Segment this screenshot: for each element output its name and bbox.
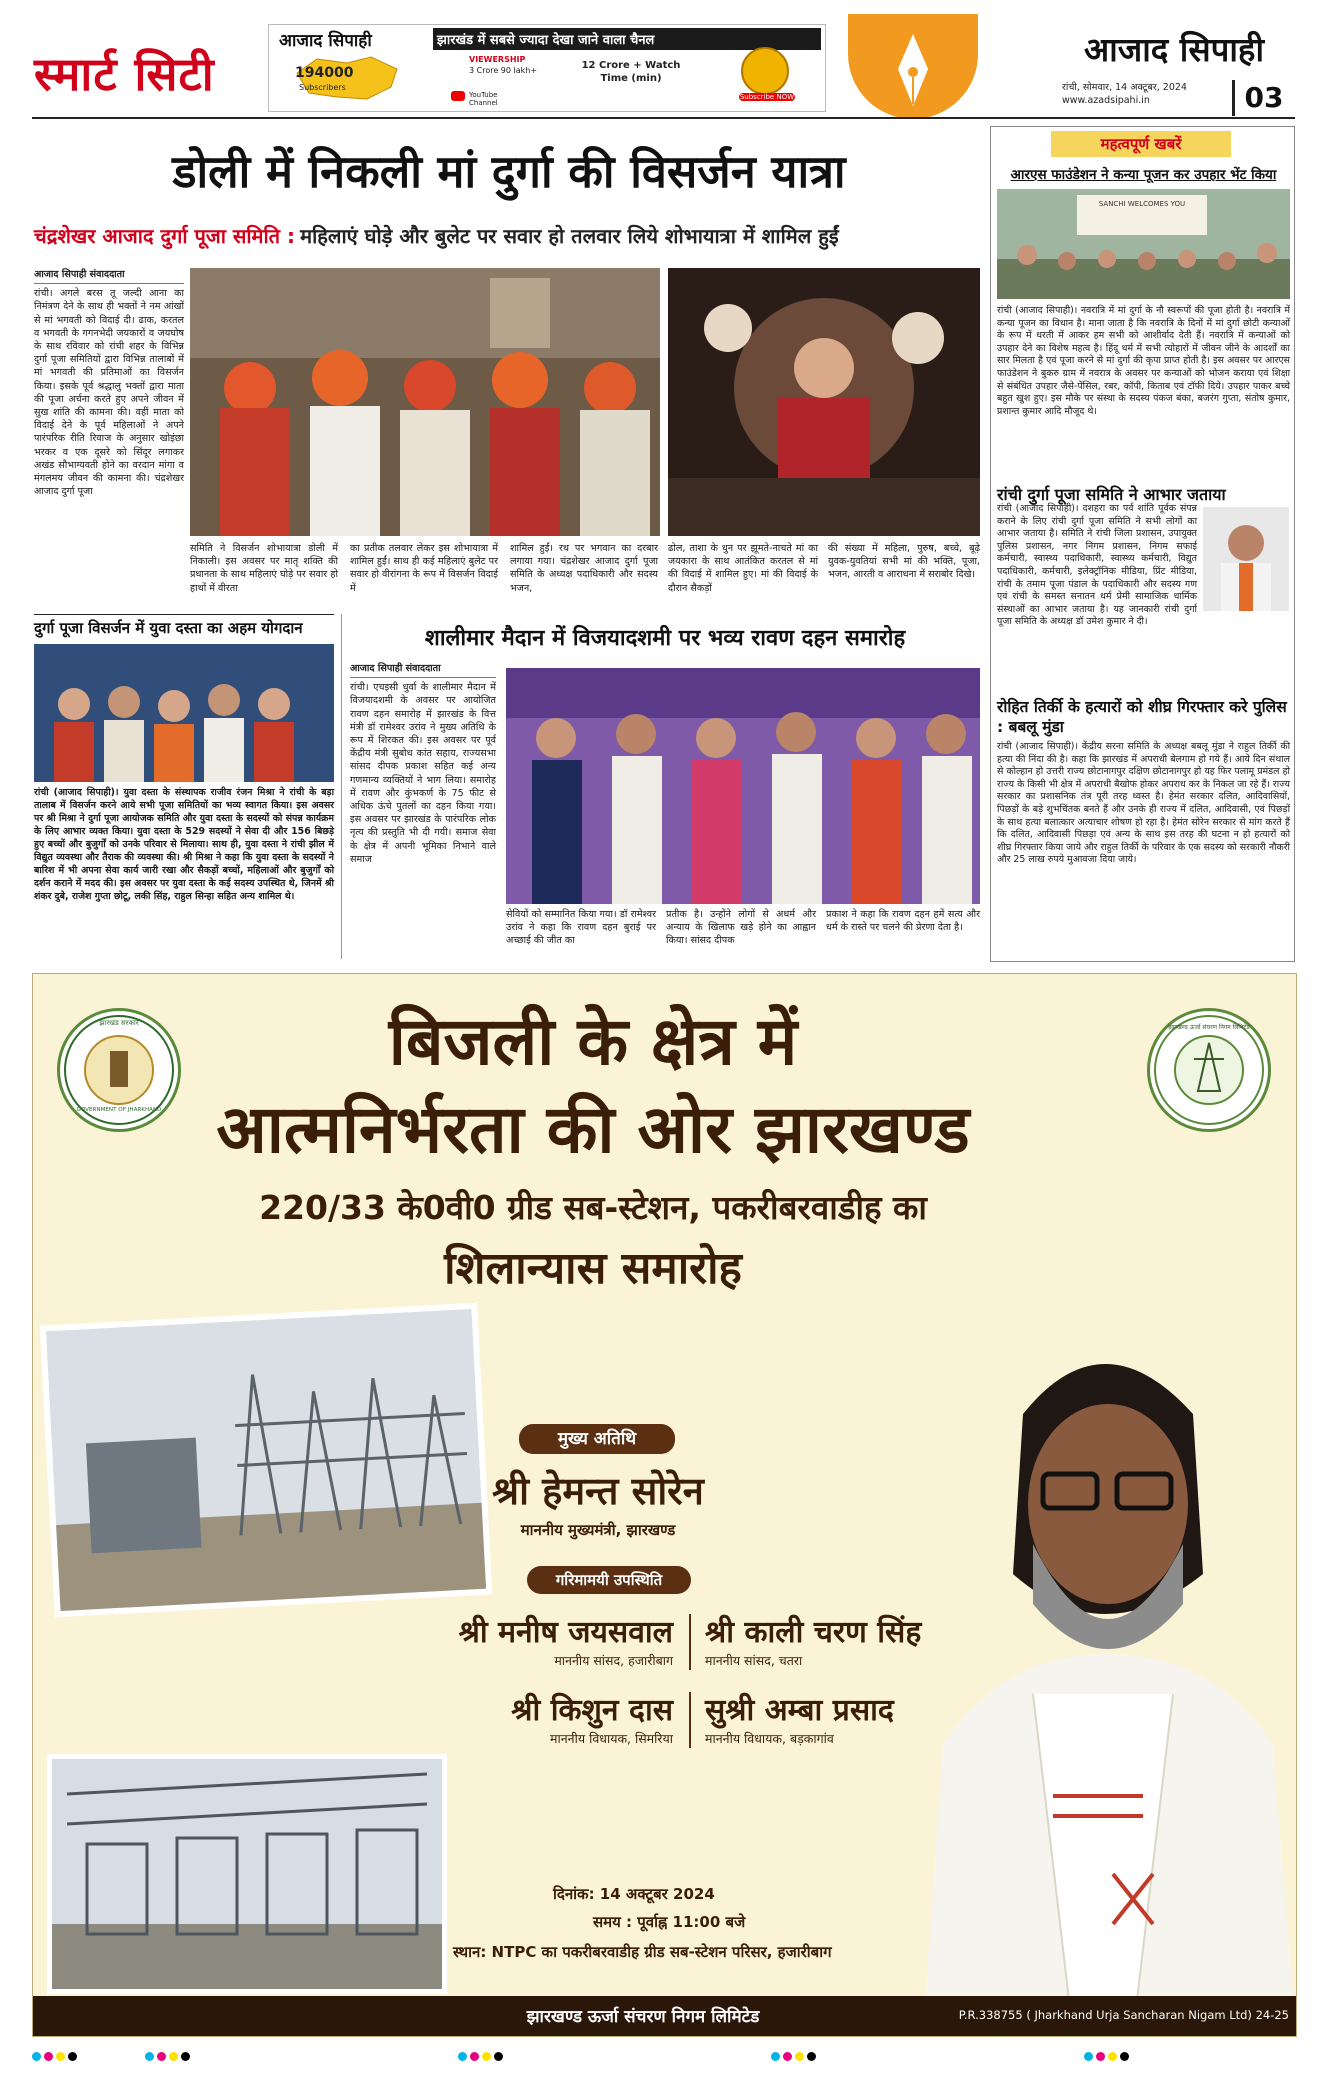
left-seal-top: झारखंड सरकार [99, 1019, 139, 1027]
sidebar-story3-text: रांची (आजाद सिपाही)। केंद्रीय सरना समिति के अध्यक्ष बबलू मुंडा ने राहुल तिर्की की हत्या की निंदा की है। कहा कि झारखंड में अपराधी बेलगाम हो गये हैं। आये दिन संथाल से कोल्हान हो उत्तरी राज्य छोटानागपुर दक्षिण छोटानागपुर हो यह फिर पलामू प्रमंडल हो राज्य के किसी भी क्षेत्र में अपराधी बैखोफ होकर अपराध कर के निकल जा रहे हैं। राज्य सरकार का प्रशासनिक तंत्र पूरी तरह ध्वस्त है। हेमंत सरकार दलित, आदिवासियों, पिछड़ों के बड़े शुभचिंतक बनते हैं और उनके ही राज्य में दलित, आदिवासी, एवं पिछड़ों के साथ हत्या बलात्कार अत्याचार शोषण हो रहा है। हेमंत सोरेन सरकार से मांग करते हैं कि दलित, आदिवासी पिछड़ा एवं अन्य के साथ इस तरह की घटना न हो हत्यारों को शीघ्र गिरफ्तार किया जाये और राहुल तिर्की के परिवार के एक सदस्य को सरकारी नौकरी और 25 लाख रुपये मुआवजा दिया जाये। [997, 741, 1290, 866]
ravan-col-4: प्रकाश ने कहा कि रावण दहन हमें सत्य और धर्म के रास्ते पर चलने की प्रेरणा देता है। [826, 909, 980, 934]
sidebar-header: महत्वपूर्ण खबरें [1051, 131, 1231, 157]
lead-photo-procession [190, 268, 660, 536]
guest-2-name: श्री काली चरण सिंह [705, 1615, 922, 1650]
ad-event-title: शिलान्यास समारोह [444, 1243, 742, 1294]
guests-label: गरिमामयी उपस्थिति [527, 1566, 691, 1594]
right-seal-top: झारखण्ड ऊर्जा संचरण निगम लिमिटेड [1168, 1024, 1250, 1031]
lead-col-1-text: रांची। अगले बरस तू जल्दी आना का निमंत्रण देने के साथ ही भक्तों ने नम आंखों से मां भगवती को विदाई दी। ढाक, करतल व भगवती के गगनभेदी जयकारों व जयघोष के साथ रविवार को रांची शहर के विभिन्न दुर्गा पूजा समितियों द्वारा विभिन्न तालाबों में मां भगवती की प्रतिमाओं का विसर्जन किया। इसके पूर्व श्रद्धालु भक्तों द्वारा माता की पूजा अर्चना करते हुए अपने जीवन में सुख शांति की कामना की। वहीं माता को विदाई देने के पूर्व महिलाओं ने अपने पारंपरिक रीति रिवाज के अनुसार खोइंछा भरकर व एक दूसरे को सिंदूर लगाकर अखंड सौभाग्यवती होने का वरदान मांगा व मंगलमय जीवन की कामना की। चंद्रशेखर आजाद दुर्गा पूजा [34, 288, 184, 498]
guest-4-title: माननीय विधायक, बड़कागांव [705, 1731, 834, 1746]
lead-kicker: चंद्रशेखर आजाद दुर्गा पूजा समिति : [34, 224, 296, 248]
right-jusnl-seal [1147, 1008, 1271, 1132]
sidebar-story1-banner-text: SANCHI WELCOMES YOU [1098, 200, 1186, 208]
ad-footer-pr: P.R.338755 ( Jharkhand Urja Sancharan Nigam Ltd) 24-25 [958, 2008, 1289, 2022]
lead-col-1 [34, 268, 184, 610]
chief-guest-title: माननीय मुख्यमंत्री, झारखण्ड [520, 1521, 676, 1539]
lead-headline: डोली में निकली मां दुर्गा की विसर्जन यात्रा [172, 145, 846, 198]
chief-minister-portrait [903, 1274, 1296, 2034]
promo-tagline: झारखंड में सबसे ज्यादा देखा जाने वाला चैनल [433, 28, 821, 50]
registration-marks [32, 2046, 1295, 2060]
guest-3-name: श्री किशुन दास [511, 1693, 673, 1728]
website: www.azadsipahi.in [1062, 95, 1150, 106]
sidebar-story1-headline: आरएस फाउंडेशन ने कन्या पूजन कर उपहार भेंट किया [1010, 167, 1277, 183]
lead-col-3: का प्रतीक तलवार लेकर इस शोभायात्रा में शामिल हुईं। साथ ही कई महिलाएं बुलेट पर सवार हो वीरांगना के रूप में विसर्जन विदाई में [350, 543, 498, 594]
youtube-promo-banner [268, 24, 826, 112]
ravan-byline: आजाद सिपाही संवाददाता [350, 662, 496, 678]
guest-1-name: श्री मनीष जयसवाल [458, 1615, 673, 1650]
ad-photo-substation-1 [40, 1303, 493, 1618]
subscribers-count: 194000 [295, 65, 354, 81]
sidebar [990, 126, 1295, 962]
event-venue: स्थान: NTPC का पकरीबरवाडीह ग्रीड सब-स्टेशन परिसर, हजारीबाग [453, 1943, 832, 1961]
ravan-col-3: प्रतीक है। उन्होंने लोगों से अधर्म और अन्याय के खिलाफ खड़े होने का आह्वान किया। सांसद दीपक [666, 909, 816, 947]
guest-1-title: माननीय सांसद, हजारीबाग [554, 1653, 673, 1668]
left-seal-label: GOVERNMENT OF JHARKHAND [76, 1107, 162, 1113]
youtube-label: YouTube Channel [469, 91, 498, 107]
ad-photo-substation-2 [47, 1754, 447, 1994]
paper-name: आजाद सिपाही [1084, 30, 1264, 69]
subscribe-label[interactable]: Subscribe NOW [739, 93, 795, 101]
guest-4-name: सुश्री अम्बा प्रसाद [705, 1693, 894, 1728]
ravan-col-2: सेवियों को सम्मानित किया गया। डॉ रामेश्वर उरांव ने कहा कि रावण दहन बुराई पर अच्छाई की जीत का [506, 909, 656, 947]
rank-badge-icon [741, 47, 789, 95]
lead-col-2: समिति ने विसर्जन शोभायात्रा डोली में निकाली। इस अवसर पर मातृ शक्ति की प्रधानता के साथ महिलाएं घोड़े पर सवार हो हाथों में वीरता [190, 543, 338, 594]
chief-guest-name: श्री हेमन्त सोरेन [492, 1468, 704, 1513]
sidebar-story1-photo [997, 189, 1290, 299]
chief-guest-label: मुख्य अतिथि [519, 1424, 675, 1454]
lead-byline: आजाद सिपाही संवाददाता [34, 268, 184, 284]
ad-headline-line1: बिजली के क्षेत्र में [388, 1002, 798, 1080]
sidebar-story2-portrait [1203, 507, 1289, 611]
lead-col-5: ढोल, ताशा के धुन पर झूमते-नाचते मां का जयकारा के साथ आतंकित करतल से मां की विदाई में शामिल हुए। मां की विदाई के दौरान सैकड़ों [668, 543, 818, 594]
event-time: समय : पूर्वाह्न 11:00 बजे [593, 1913, 746, 1931]
advertisement [32, 973, 1297, 2037]
viewership-value: 3 Crore 90 lakh+ [469, 66, 538, 75]
youth-text: रांची (आजाद सिपाही)। युवा दस्ता के संस्थापक राजीव रंजन मिश्रा ने रांची के बड़ा तालाब में विसर्जन करने आये सभी पूजा समितियों का भव्य स्वागत किया। इस अवसर पर श्री मिश्रा ने दुर्गा पूजा आयोजक समिति और युवा दस्ता के सदस्यों को संपन्न कार्यक्रम के लिए आभार व्यक्त किया। युवा दस्ता के 529 सदस्यों ने सेवा दी और 156 बिछड़े हुए बच्चों और बुजुर्गों को उनके परिवार से मिलाया। साथ ही, युवा दस्ता ने रांची झील में विद्युत व्यवस्था और तैराक की व्यवस्था की। श्री मिश्रा ने कहा कि युवा दस्ता के सदस्यों ने बारिश में भी अपना सेवा कार्य जारी रखा और सैकड़ों बच्चों, महिलाओं और बुजुर्गों को दर्शन कराने में मदद की। इस अवसर पर युवा दस्ता के कई सदस्य उपस्थित थे, जिनमें श्री शंकर दुबे, राजेश गुप्ता छोटू, लकी सिंह, राहुल सिन्हा सहित अन्य शामिल थे। [34, 787, 334, 902]
promo-brand: आजाद सिपाही [279, 31, 372, 51]
youtube-icon [451, 91, 465, 101]
lead-subheadline-row [34, 222, 984, 249]
guest-2-title: माननीय सांसद, चतरा [705, 1653, 803, 1668]
sidebar-story3-headline: रोहित तिर्की के हत्यारों को शीघ्र गिरफ्तार करे पुलिस : बबलू मुंडा [997, 698, 1287, 736]
ad-project-line: 220/33 के0वी0 ग्रीड सब-स्टेशन, पकरीबरवाडीह का [259, 1188, 927, 1227]
page-number: 03 [1232, 80, 1293, 116]
pen-nib-logo-icon [848, 14, 978, 124]
guest-3-title: माननीय विधायक, सिमरिया [550, 1731, 673, 1746]
ad-headline-line2: आत्मनिर्भरता की ओर झारखण्ड [216, 1090, 970, 1168]
ravan-col-1-text: रांची। एचइसी धुर्वा के शालीमार मैदान में विजयादशमी के अवसर पर आयोजित रावण दहन समारोह में झारखंड के वित्त मंत्री डॉ रामेश्वर उरांव ने मुख्य अतिथि के रूप में शिरकत की। इस अवसर पर पूर्व केंद्रीय मंत्री सुबोध कांत सहाय, राज्यसभा सांसद दीपक प्रकाश सहित कई अन्य गणमान्य व्यक्तियों ने भाग लिया। समारोह में रावण और कुंभकर्ण के 75 फीट से अधिक ऊंचे पुतलों का दहन किया गया। इस अवसर पर झारखंड के पारंपरिक लोक नृत्य की प्रस्तुति भी दी गयी। समाज सेवा के क्षेत्र में अपनी भूमिका निभाने वाले समाज [350, 682, 496, 865]
sidebar-story2-text: रांची (आजाद सिपाही)। दशहरा का पर्व शांति पूर्वक संपन्न कराने के लिए रांची दुर्गा पूजा समिति ने सभी लोगों का आभार जताया है। समिति ने रांची जिला प्रशासन, उपायुक्त पुलिस प्रशासन, नगर निगम प्रशासन, निगम सफाई कर्मचारी, स्वास्थ्य पदाधिकारी, स्वास्थ्य कर्मचारी, विद्युत पदाधिकारी, कर्मचारी, इलेक्ट्रॉनिक मीडिया, प्रिंट मीडिया, रांची के तमाम पूजा पंडाल के पदाधिकारी और सदस्य गण एवं रांची के समस्त सनातन धर्म प्रेमी सामाजिक धार्मिक संस्थाओं का आभार जताया है। यह जानकारी रांची दुर्गा पूजा समिति के अध्यक्ष डॉ उमेश कुमार ने दी। [997, 503, 1197, 628]
ad-footer-org: झारखण्ड ऊर्जा संचरण निगम लिमिटेड [526, 2007, 760, 2027]
subscribers-label: Subscribers [299, 83, 346, 92]
ravan-photo-dignitaries [506, 668, 980, 904]
ravan-col-1 [350, 662, 496, 958]
ad-footer-bar [33, 1996, 1296, 2036]
lead-subheadline: महिलाएं घोड़े और बुलेट पर सवार हो तलवार लिये शोभायात्रा में शामिल हुईं [300, 224, 839, 248]
ravan-headline: शालीमार मैदान में विजयादशमी पर भव्य रावण दहन समारोह [424, 625, 906, 651]
viewership-label: VIEWERSHIP [469, 55, 526, 64]
sidebar-story1-text: रांची (आजाद सिपाही)। नवरात्रि में मां दुर्गा के नौ स्वरूपों की पूजा होती है। नवरात्रि में कन्या पूजन का विधान है। माना जाता है कि नवरात्रि के दिनों में मां दुर्गा छोटी कन्याओं के रूप में धरती में आकर हम सभी को आशीर्वाद देती हैं। नवरात्रि में कन्याओं को उपहार देने का विशेष महत्व है। हिंदू धर्म में सभी त्योहारों में जीवन जीने के आदर्शों का सार मिलता है एवं पूजा करने से मां दुर्गा की कृपा प्राप्त होती है। इस अवसर पर आरएस फाउंडेशन ने बुकरु ग्राम में नवरात्र के अवसर पर कन्याओं को भोजन कराया एवं शिक्षा से संबंधित उपहार जैसे-पेंसिल, रबर, कॉपी, किताब एवं टॉफी दिये। उपहार पाकर बच्चे बहुत खुश हुए। इस मौके पर संस्था के सदस्य पंकज बंका, बजरंग गुप्ता, संतोष कुमार, प्रशान्त कुमार आदि मौजूद थे। [997, 305, 1290, 417]
section-title: स्मार्ट सिटी [34, 47, 215, 101]
watch-time: 12 Crore + Watch Time (min) [581, 60, 681, 84]
lead-photo-idol [668, 268, 980, 536]
event-date: दिनांक: 14 अक्टूबर 2024 [553, 1885, 715, 1903]
lead-col-4: शामिल हुईं। रथ पर भगवान का दरबार लगाया गया। चंद्रशेखर आजाद दुर्गा पूजा समिति के अध्यक्ष पदाधिकारी और सदस्य भजन, [510, 543, 658, 594]
lead-col-6: की संख्या में महिला, पुरुष, बच्चे, बूढ़े युवक-युवतियां सभी मां की भक्ति, पूजा, भजन, आरती व आराधना में सराबोर दिखे। [828, 543, 980, 581]
youth-headline: दुर्गा पूजा विसर्जन में युवा दस्ता का अहम योगदान [34, 619, 303, 637]
date-line: रांची, सोमवार, 14 अक्टूबर, 2024 [1062, 82, 1187, 93]
youth-photo-crowd [34, 644, 334, 782]
sidebar-story2-headline: रांची दुर्गा पूजा समिति ने आभार जताया [997, 485, 1226, 504]
